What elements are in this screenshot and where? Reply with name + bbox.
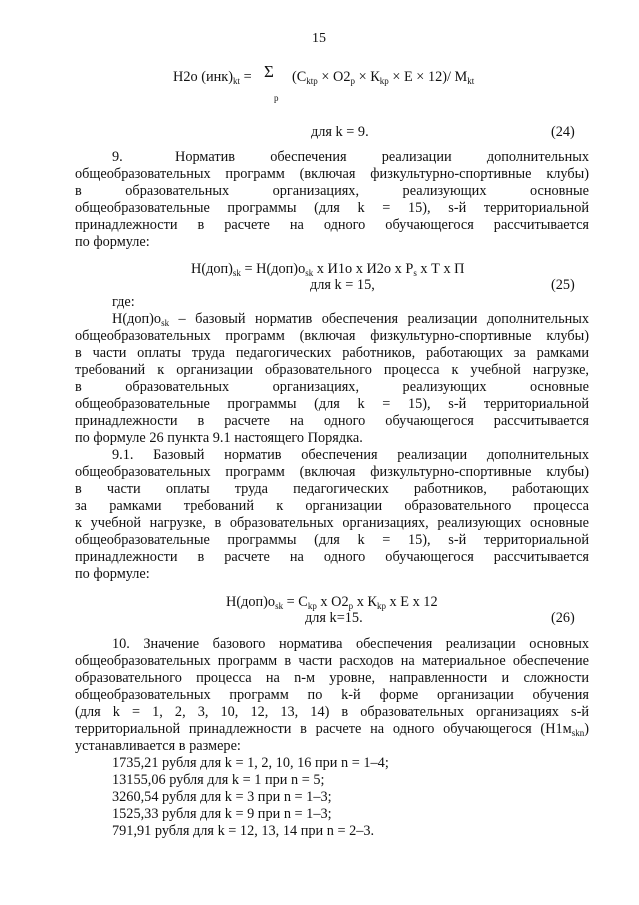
formula-26-c-sub: kp [307, 601, 317, 611]
formula-25-condition: для k = 15, [310, 277, 375, 293]
formula-24-lhs-sub: kt [232, 76, 240, 86]
formula-24-number: (24) [551, 124, 575, 140]
formula-24-lhs: Н2о (инк) [173, 69, 233, 85]
para-9-1-line-6: общеобразовательные программы (для k = 15), s-й территориальной [75, 532, 589, 548]
para-9-line-6: по формуле: [75, 234, 150, 250]
para-9-1-line-3: в части оплаты труда педагогических работников, работающих [75, 481, 589, 497]
def-line-6: общеобразовательные программы (для k = 15), s-й территориальной [75, 396, 589, 412]
para-9-line-5: принадлежности в расчете на одного обучающегося рассчитывается [75, 217, 589, 233]
def-line-8: по формуле 26 пункта 9.1 настоящего Порядка. [75, 430, 363, 446]
formula-25-lhs: Н(доп) [191, 261, 233, 277]
formula-24-body [292, 69, 474, 86]
para-9-line-2: общеобразовательных программ (включая физкультурно-спортивные клубы) [75, 166, 589, 182]
formula-24-sub-4: kt [467, 76, 475, 86]
rate-item-1: 1735,21 рубля для k = 1, 2, 10, 16 при n = 1–4; [112, 755, 389, 771]
formula-25-tail: х Т х П [416, 261, 465, 277]
formula-24-term-k: × К [358, 69, 380, 85]
para-9-1-line-7: принадлежности в расчете на одного обучающегося рассчитывается [75, 549, 589, 565]
formula-26-k-sub: kp [376, 601, 386, 611]
formula-25-base-sub: sk [305, 268, 314, 278]
def-line-1-text: – базовый норматив обеспечения реализации дополнительных [169, 311, 589, 327]
para-10-line-6 [75, 721, 589, 738]
formula-25-base: = Н(доп)о [240, 261, 306, 277]
page-number: 15 [312, 31, 326, 46]
def-line-5: в образовательных организациях, реализующих основные [75, 379, 589, 395]
where-label: где: [112, 294, 135, 310]
formula-26-lhs-sub: sk [275, 601, 284, 611]
para-9-1-line-4: за рамками требований к организации образовательного процесса [75, 498, 589, 514]
para-9-line-3: в образовательных организациях, реализующих основные [75, 183, 589, 199]
formula-26-number: (26) [551, 610, 575, 626]
formula-26-c: = С [283, 594, 308, 610]
para-10-line-3: образовательного процесса на n-м уровне, направленности и сложности [75, 670, 589, 686]
para-10-line-1: 10. Значение базового норматива обеспечения реализации основных [112, 636, 589, 652]
formula-25-coefs: х И1о х И2о х Р [313, 261, 414, 277]
rate-item-5: 791,91 рубля для k = 12, 13, 14 при n = 2–3. [112, 823, 375, 839]
para-9-line-1-text: Норматив обеспечения реализации дополнительных [175, 149, 589, 165]
def-term-sub: sk [161, 318, 170, 328]
formula-25-ps-sub: s [413, 268, 417, 278]
formula-26-o2: х О2 [316, 594, 349, 610]
formula-24-term-c: (С [292, 69, 307, 85]
formula-25-lhs-sub: sk [232, 268, 241, 278]
formula-24-sub-1: ktp [306, 76, 318, 86]
def-line-2: общеобразовательных программ (включая физкультурно-спортивные клубы) [75, 328, 589, 344]
rate-item-4: 1525,33 рубля для k = 9 при n = 1–3; [112, 806, 332, 822]
formula-25 [191, 261, 465, 278]
formula-24-eq: = [243, 69, 252, 85]
def-term: Н(доп)о [112, 311, 162, 327]
def-line-1 [112, 311, 589, 328]
para-9-line-4: общеобразовательные программы (для k = 15), s-й территориальной [75, 200, 589, 216]
formula-26-condition: для k=15. [305, 610, 363, 626]
def-line-3: в части оплаты труда педагогических работников, работающих за рамками [75, 345, 589, 361]
formula-24 [173, 69, 252, 86]
formula-24-condition: для k = 9. [311, 124, 369, 140]
rate-item-2: 13155,06 рубля для k = 1 при n = 5; [112, 772, 325, 788]
para-9-1-line-8: по формуле: [75, 566, 150, 582]
formula-24-sigma-sub: p [274, 93, 279, 103]
para-10-line-7: устанавливается в размере: [75, 738, 241, 754]
formula-25-number: (25) [551, 277, 575, 293]
rate-item-3: 3260,54 рубля для k = 3 при n = 1–3; [112, 789, 332, 805]
para-10-line-4: общеобразовательных программ по k-й форме организации обучения [75, 687, 589, 703]
formula-24-sigma: Σ [264, 62, 274, 81]
formula-24-sub-2: p [350, 76, 356, 86]
formula-24-term-e: × Е × 12)/ М [392, 69, 468, 85]
formula-26-o2-sub: p [348, 601, 354, 611]
def-line-4: требований к организации образовательного процесса к учебной нагрузке, [75, 362, 589, 378]
para-10-line-6-close: ) [584, 721, 589, 737]
para-9-1-line-5: к учебной нагрузке, в образовательных организациях, реализующих основные [75, 515, 589, 531]
para-9-number: 9. [112, 149, 123, 165]
para-10-line-5: (для k = 1, 2, 3, 10, 12, 13, 14) в образовательных организациях s-й [75, 704, 589, 720]
formula-24-sub-3: kp [379, 76, 389, 86]
para-10-line-6-sub: skn [571, 728, 585, 738]
formula-26 [226, 594, 438, 611]
para-10-line-6-text: территориальной принадлежности в расчете на одного обучающегося (Н1м [75, 721, 572, 737]
formula-26-lhs: Н(доп)о [226, 594, 276, 610]
para-9-1-line-2: общеобразовательных программ (включая физкультурно-спортивные клубы) [75, 464, 589, 480]
para-10-line-2: общеобразовательных программ в части расходов на материальное обеспечение [75, 653, 589, 669]
formula-26-tail: х Е х 12 [385, 594, 438, 610]
para-9-1-line-1: 9.1. Базовый норматив обеспечения реализации дополнительных [112, 447, 589, 463]
def-line-7: принадлежности в расчете на одного обучающегося рассчитывается [75, 413, 589, 429]
formula-26-k: х К [353, 594, 377, 610]
formula-24-term-o2: × О2 [321, 69, 351, 85]
